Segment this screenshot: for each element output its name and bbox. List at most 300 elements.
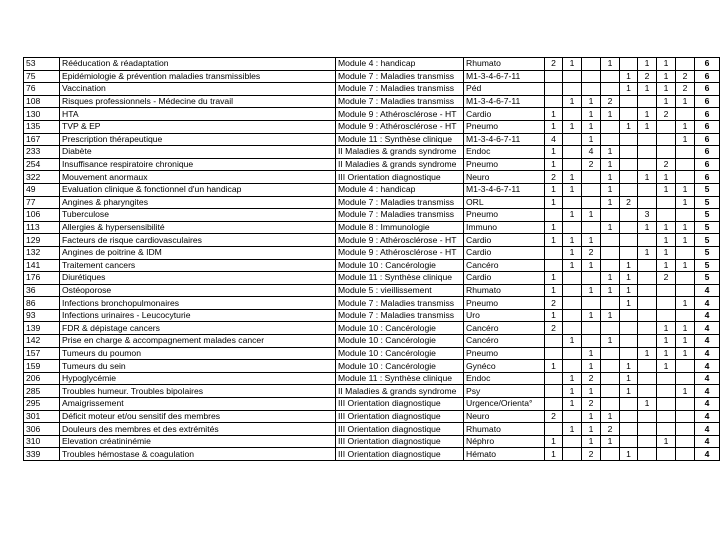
cell-count-1[interactable]: 4 xyxy=(545,133,563,146)
cell-total[interactable]: 6 xyxy=(695,133,720,146)
cell-total[interactable]: 6 xyxy=(695,108,720,121)
cell-specialty[interactable]: Immuno xyxy=(464,221,545,234)
cell-count-2[interactable]: 1 xyxy=(563,423,582,436)
cell-item-number[interactable]: 142 xyxy=(24,335,60,348)
cell-count-3[interactable]: 1 xyxy=(582,309,601,322)
cell-item-number[interactable]: 233 xyxy=(24,146,60,159)
cell-item-number[interactable]: 306 xyxy=(24,423,60,436)
cell-count-7[interactable] xyxy=(657,423,676,436)
cell-total[interactable]: 4 xyxy=(695,435,720,448)
cell-item-number[interactable]: 139 xyxy=(24,322,60,335)
cell-count-8[interactable]: 1 xyxy=(676,183,695,196)
cell-item-number[interactable]: 322 xyxy=(24,171,60,184)
cell-count-5[interactable] xyxy=(620,246,638,259)
cell-module[interactable]: Module 7 : Maladies transmiss xyxy=(336,196,464,209)
cell-count-7[interactable] xyxy=(657,284,676,297)
cell-total[interactable]: 6 xyxy=(695,83,720,96)
cell-count-6[interactable] xyxy=(638,234,657,247)
cell-count-7[interactable] xyxy=(657,410,676,423)
cell-specialty[interactable]: M1-3-4-6-7-11 xyxy=(464,70,545,83)
cell-count-2[interactable] xyxy=(563,309,582,322)
cell-count-7[interactable]: 2 xyxy=(657,158,676,171)
cell-count-3[interactable] xyxy=(582,297,601,310)
cell-count-4[interactable] xyxy=(601,322,620,335)
cell-count-4[interactable]: 1 xyxy=(601,58,620,71)
cell-item-title[interactable]: Allergies & hypersensibilité xyxy=(60,221,336,234)
cell-count-2[interactable] xyxy=(563,347,582,360)
cell-count-4[interactable]: 1 xyxy=(601,335,620,348)
cell-count-8[interactable]: 1 xyxy=(676,259,695,272)
cell-module[interactable]: Module 9 : Athérosclérose - HT xyxy=(336,120,464,133)
cell-total[interactable]: 6 xyxy=(695,120,720,133)
cell-count-4[interactable]: 1 xyxy=(601,183,620,196)
cell-total[interactable]: 5 xyxy=(695,183,720,196)
cell-count-3[interactable] xyxy=(582,58,601,71)
cell-item-title[interactable]: Risques professionnels - Médecine du travail xyxy=(60,95,336,108)
cell-count-4[interactable]: 1 xyxy=(601,108,620,121)
cell-count-4[interactable] xyxy=(601,246,620,259)
cell-count-5[interactable] xyxy=(620,309,638,322)
cell-count-4[interactable]: 1 xyxy=(601,410,620,423)
cell-count-5[interactable]: 1 xyxy=(620,83,638,96)
cell-item-title[interactable]: Elevation créatininémie xyxy=(60,435,336,448)
cell-count-8[interactable] xyxy=(676,410,695,423)
cell-item-number[interactable]: 167 xyxy=(24,133,60,146)
cell-count-2[interactable] xyxy=(563,133,582,146)
cell-count-1[interactable] xyxy=(545,70,563,83)
cell-total[interactable]: 5 xyxy=(695,196,720,209)
cell-specialty[interactable]: Pneumo xyxy=(464,209,545,222)
cell-count-1[interactable]: 1 xyxy=(545,183,563,196)
cell-count-7[interactable] xyxy=(657,448,676,461)
cell-count-5[interactable] xyxy=(620,410,638,423)
cell-item-number[interactable]: 113 xyxy=(24,221,60,234)
cell-count-7[interactable]: 1 xyxy=(657,171,676,184)
cell-count-8[interactable]: 1 xyxy=(676,120,695,133)
cell-count-8[interactable] xyxy=(676,284,695,297)
cell-count-1[interactable] xyxy=(545,209,563,222)
cell-module[interactable]: II Maladies & grands syndrome xyxy=(336,158,464,171)
cell-count-8[interactable]: 2 xyxy=(676,83,695,96)
cell-count-8[interactable] xyxy=(676,272,695,285)
cell-count-3[interactable]: 1 xyxy=(582,209,601,222)
cell-count-1[interactable]: 1 xyxy=(545,435,563,448)
cell-count-8[interactable] xyxy=(676,158,695,171)
cell-specialty[interactable]: Cardio xyxy=(464,108,545,121)
cell-item-title[interactable]: Douleurs des membres et des extrémités xyxy=(60,423,336,436)
cell-count-4[interactable] xyxy=(601,297,620,310)
cell-count-7[interactable]: 1 xyxy=(657,83,676,96)
cell-count-5[interactable]: 2 xyxy=(620,196,638,209)
cell-item-title[interactable]: Facteurs de risque cardiovasculaires xyxy=(60,234,336,247)
cell-module[interactable]: Module 7 : Maladies transmiss xyxy=(336,83,464,96)
cell-count-7[interactable]: 1 xyxy=(657,221,676,234)
cell-count-6[interactable] xyxy=(638,158,657,171)
cell-count-1[interactable]: 2 xyxy=(545,58,563,71)
cell-count-1[interactable] xyxy=(545,95,563,108)
cell-count-6[interactable] xyxy=(638,133,657,146)
cell-count-6[interactable] xyxy=(638,360,657,373)
cell-count-3[interactable] xyxy=(582,70,601,83)
cell-module[interactable]: Module 9 : Athérosclérose - HT xyxy=(336,246,464,259)
cell-specialty[interactable]: Rhumato xyxy=(464,284,545,297)
cell-item-number[interactable]: 106 xyxy=(24,209,60,222)
cell-count-5[interactable] xyxy=(620,423,638,436)
cell-specialty[interactable]: ORL xyxy=(464,196,545,209)
cell-item-title[interactable]: Troubles humeur. Troubles bipolaires xyxy=(60,385,336,398)
cell-count-5[interactable]: 1 xyxy=(620,448,638,461)
cell-item-number[interactable]: 301 xyxy=(24,410,60,423)
cell-specialty[interactable]: Neuro xyxy=(464,171,545,184)
cell-count-8[interactable] xyxy=(676,108,695,121)
cell-count-8[interactable]: 1 xyxy=(676,297,695,310)
cell-count-6[interactable]: 1 xyxy=(638,58,657,71)
cell-count-5[interactable]: 1 xyxy=(620,297,638,310)
cell-count-1[interactable] xyxy=(545,347,563,360)
cell-count-6[interactable] xyxy=(638,146,657,159)
cell-item-title[interactable]: Infections bronchopulmonaires xyxy=(60,297,336,310)
cell-count-2[interactable]: 1 xyxy=(563,335,582,348)
cell-count-4[interactable] xyxy=(601,360,620,373)
cell-item-title[interactable]: Ostéoporose xyxy=(60,284,336,297)
cell-count-7[interactable] xyxy=(657,372,676,385)
cell-specialty[interactable]: M1-3-4-6-7-11 xyxy=(464,95,545,108)
cell-count-5[interactable]: 1 xyxy=(620,272,638,285)
cell-count-2[interactable]: 1 xyxy=(563,95,582,108)
cell-count-7[interactable] xyxy=(657,196,676,209)
cell-item-title[interactable]: FDR & dépistage cancers xyxy=(60,322,336,335)
cell-module[interactable]: Module 10 : Cancérologie xyxy=(336,347,464,360)
cell-count-8[interactable] xyxy=(676,58,695,71)
cell-count-8[interactable]: 1 xyxy=(676,95,695,108)
cell-count-1[interactable] xyxy=(545,246,563,259)
cell-specialty[interactable]: Rhumato xyxy=(464,423,545,436)
cell-count-4[interactable] xyxy=(601,133,620,146)
cell-count-6[interactable] xyxy=(638,410,657,423)
cell-count-1[interactable]: 2 xyxy=(545,171,563,184)
cell-module[interactable]: Module 10 : Cancérologie xyxy=(336,259,464,272)
cell-count-7[interactable]: 1 xyxy=(657,58,676,71)
cell-count-1[interactable]: 2 xyxy=(545,297,563,310)
cell-count-4[interactable] xyxy=(601,259,620,272)
cell-item-number[interactable]: 129 xyxy=(24,234,60,247)
cell-count-7[interactable] xyxy=(657,398,676,411)
cell-count-7[interactable]: 1 xyxy=(657,234,676,247)
cell-count-1[interactable]: 1 xyxy=(545,120,563,133)
cell-count-1[interactable] xyxy=(545,335,563,348)
cell-count-2[interactable] xyxy=(563,448,582,461)
cell-count-3[interactable]: 1 xyxy=(582,435,601,448)
cell-item-title[interactable]: Mouvement anormaux xyxy=(60,171,336,184)
cell-total[interactable]: 4 xyxy=(695,385,720,398)
cell-count-1[interactable] xyxy=(545,372,563,385)
cell-count-7[interactable]: 1 xyxy=(657,322,676,335)
cell-specialty[interactable]: Hémato xyxy=(464,448,545,461)
cell-module[interactable]: Module 8 : Immunologie xyxy=(336,221,464,234)
cell-module[interactable]: Module 9 : Athérosclérose - HT xyxy=(336,108,464,121)
cell-item-title[interactable]: Angines de poitrine & IDM xyxy=(60,246,336,259)
cell-specialty[interactable]: Néphro xyxy=(464,435,545,448)
cell-count-3[interactable]: 1 xyxy=(582,284,601,297)
cell-module[interactable]: II Maladies & grands syndrome xyxy=(336,146,464,159)
cell-item-number[interactable]: 295 xyxy=(24,398,60,411)
cell-item-title[interactable]: Rééducation & réadaptation xyxy=(60,58,336,71)
cell-count-6[interactable] xyxy=(638,196,657,209)
cell-count-7[interactable]: 1 xyxy=(657,259,676,272)
cell-module[interactable]: II Maladies & grands syndrome xyxy=(336,385,464,398)
cell-count-2[interactable]: 1 xyxy=(563,398,582,411)
cell-total[interactable]: 6 xyxy=(695,95,720,108)
cell-module[interactable]: III Orientation diagnostique xyxy=(336,423,464,436)
cell-count-1[interactable] xyxy=(545,398,563,411)
cell-specialty[interactable]: Cancéro xyxy=(464,335,545,348)
cell-count-3[interactable] xyxy=(582,272,601,285)
cell-count-5[interactable] xyxy=(620,95,638,108)
cell-count-5[interactable] xyxy=(620,335,638,348)
cell-count-5[interactable] xyxy=(620,133,638,146)
cell-count-2[interactable] xyxy=(563,272,582,285)
cell-count-2[interactable]: 1 xyxy=(563,58,582,71)
cell-count-4[interactable]: 2 xyxy=(601,423,620,436)
cell-count-3[interactable] xyxy=(582,196,601,209)
cell-count-1[interactable]: 1 xyxy=(545,146,563,159)
cell-total[interactable]: 6 xyxy=(695,158,720,171)
cell-count-2[interactable] xyxy=(563,70,582,83)
cell-item-number[interactable]: 157 xyxy=(24,347,60,360)
cell-count-5[interactable]: 1 xyxy=(620,70,638,83)
cell-count-4[interactable] xyxy=(601,209,620,222)
cell-module[interactable]: Module 4 : handicap xyxy=(336,58,464,71)
cell-count-8[interactable]: 1 xyxy=(676,322,695,335)
cell-module[interactable]: Module 10 : Cancérologie xyxy=(336,335,464,348)
cell-count-4[interactable] xyxy=(601,234,620,247)
cell-count-7[interactable] xyxy=(657,120,676,133)
cell-item-number[interactable]: 159 xyxy=(24,360,60,373)
cell-count-5[interactable] xyxy=(620,209,638,222)
cell-count-3[interactable]: 1 xyxy=(582,108,601,121)
cell-count-8[interactable] xyxy=(676,423,695,436)
cell-count-2[interactable]: 1 xyxy=(563,372,582,385)
cell-total[interactable]: 5 xyxy=(695,221,720,234)
cell-count-3[interactable]: 1 xyxy=(582,360,601,373)
cell-item-number[interactable]: 77 xyxy=(24,196,60,209)
cell-item-title[interactable]: Evaluation clinique & fonctionnel d'un handicap xyxy=(60,183,336,196)
cell-specialty[interactable]: Pneumo xyxy=(464,120,545,133)
cell-count-5[interactable]: 1 xyxy=(620,372,638,385)
cell-count-6[interactable] xyxy=(638,372,657,385)
cell-count-1[interactable]: 1 xyxy=(545,234,563,247)
cell-total[interactable]: 4 xyxy=(695,360,720,373)
cell-count-3[interactable]: 2 xyxy=(582,372,601,385)
cell-module[interactable]: III Orientation diagnostique xyxy=(336,435,464,448)
cell-item-title[interactable]: Prescription thérapeutique xyxy=(60,133,336,146)
cell-item-title[interactable]: Infections urinaires - Leucocyturie xyxy=(60,309,336,322)
cell-count-3[interactable]: 4 xyxy=(582,146,601,159)
cell-count-4[interactable] xyxy=(601,385,620,398)
cell-count-3[interactable]: 1 xyxy=(582,259,601,272)
cell-item-title[interactable]: Troubles hémostase & coagulation xyxy=(60,448,336,461)
cell-count-1[interactable]: 1 xyxy=(545,108,563,121)
cell-count-1[interactable] xyxy=(545,423,563,436)
cell-count-5[interactable] xyxy=(620,221,638,234)
cell-item-title[interactable]: Traitement cancers xyxy=(60,259,336,272)
cell-item-title[interactable]: Déficit moteur et/ou sensitif des membres xyxy=(60,410,336,423)
cell-specialty[interactable]: Neuro xyxy=(464,410,545,423)
cell-count-6[interactable] xyxy=(638,297,657,310)
cell-count-8[interactable]: 1 xyxy=(676,133,695,146)
cell-total[interactable]: 4 xyxy=(695,410,720,423)
cell-item-number[interactable]: 49 xyxy=(24,183,60,196)
cell-count-8[interactable] xyxy=(676,372,695,385)
cell-total[interactable]: 6 xyxy=(695,58,720,71)
cell-count-3[interactable]: 1 xyxy=(582,347,601,360)
cell-count-4[interactable]: 1 xyxy=(601,196,620,209)
cell-count-2[interactable] xyxy=(563,410,582,423)
cell-count-3[interactable] xyxy=(582,335,601,348)
cell-specialty[interactable]: Psy xyxy=(464,385,545,398)
cell-count-5[interactable] xyxy=(620,435,638,448)
cell-count-4[interactable] xyxy=(601,70,620,83)
cell-count-6[interactable] xyxy=(638,335,657,348)
cell-total[interactable]: 6 xyxy=(695,171,720,184)
cell-count-7[interactable] xyxy=(657,297,676,310)
cell-count-8[interactable]: 1 xyxy=(676,335,695,348)
cell-count-8[interactable] xyxy=(676,146,695,159)
cell-count-1[interactable]: 2 xyxy=(545,322,563,335)
cell-count-2[interactable]: 1 xyxy=(563,120,582,133)
cell-count-2[interactable]: 1 xyxy=(563,385,582,398)
cell-count-6[interactable]: 1 xyxy=(638,246,657,259)
cell-count-1[interactable]: 2 xyxy=(545,410,563,423)
cell-item-number[interactable]: 130 xyxy=(24,108,60,121)
cell-count-7[interactable]: 2 xyxy=(657,272,676,285)
cell-count-1[interactable] xyxy=(545,259,563,272)
cell-count-7[interactable]: 1 xyxy=(657,70,676,83)
cell-count-2[interactable]: 1 xyxy=(563,259,582,272)
cell-count-7[interactable]: 1 xyxy=(657,360,676,373)
cell-item-title[interactable]: Tumeurs du poumon xyxy=(60,347,336,360)
cell-count-8[interactable] xyxy=(676,360,695,373)
cell-module[interactable]: Module 11 : Synthèse clinique xyxy=(336,272,464,285)
cell-count-5[interactable] xyxy=(620,347,638,360)
cell-specialty[interactable]: Cardio xyxy=(464,234,545,247)
cell-total[interactable]: 4 xyxy=(695,309,720,322)
cell-count-4[interactable]: 1 xyxy=(601,435,620,448)
cell-item-number[interactable]: 93 xyxy=(24,309,60,322)
cell-count-8[interactable] xyxy=(676,209,695,222)
cell-module[interactable]: Module 7 : Maladies transmiss xyxy=(336,297,464,310)
cell-count-8[interactable] xyxy=(676,309,695,322)
cell-count-7[interactable]: 1 xyxy=(657,183,676,196)
cell-count-3[interactable]: 2 xyxy=(582,398,601,411)
cell-module[interactable]: Module 9 : Athérosclérose - HT xyxy=(336,234,464,247)
cell-total[interactable]: 5 xyxy=(695,246,720,259)
cell-count-7[interactable]: 1 xyxy=(657,95,676,108)
cell-module[interactable]: Module 10 : Cancérologie xyxy=(336,360,464,373)
cell-count-2[interactable] xyxy=(563,158,582,171)
cell-specialty[interactable]: M1-3-4-6-7-11 xyxy=(464,183,545,196)
cell-count-3[interactable]: 1 xyxy=(582,133,601,146)
cell-item-number[interactable]: 141 xyxy=(24,259,60,272)
cell-total[interactable]: 4 xyxy=(695,322,720,335)
cell-count-2[interactable] xyxy=(563,435,582,448)
cell-count-5[interactable]: 1 xyxy=(620,259,638,272)
cell-count-6[interactable] xyxy=(638,423,657,436)
cell-count-6[interactable] xyxy=(638,284,657,297)
cell-item-number[interactable]: 285 xyxy=(24,385,60,398)
cell-count-3[interactable]: 1 xyxy=(582,410,601,423)
cell-count-6[interactable]: 1 xyxy=(638,108,657,121)
cell-count-4[interactable]: 1 xyxy=(601,284,620,297)
cell-total[interactable]: 5 xyxy=(695,234,720,247)
cell-item-title[interactable]: Tumeurs du sein xyxy=(60,360,336,373)
cell-count-3[interactable]: 1 xyxy=(582,234,601,247)
cell-module[interactable]: III Orientation diagnostique xyxy=(336,448,464,461)
cell-count-6[interactable]: 2 xyxy=(638,70,657,83)
cell-count-5[interactable] xyxy=(620,398,638,411)
cell-specialty[interactable]: Cancéro xyxy=(464,259,545,272)
cell-count-1[interactable] xyxy=(545,83,563,96)
cell-count-7[interactable]: 2 xyxy=(657,108,676,121)
cell-item-number[interactable]: 132 xyxy=(24,246,60,259)
cell-count-2[interactable]: 1 xyxy=(563,183,582,196)
cell-count-6[interactable] xyxy=(638,322,657,335)
cell-specialty[interactable]: Endoc xyxy=(464,146,545,159)
cell-item-number[interactable]: 76 xyxy=(24,83,60,96)
cell-total[interactable]: 4 xyxy=(695,398,720,411)
cell-total[interactable]: 5 xyxy=(695,272,720,285)
cell-count-1[interactable] xyxy=(545,385,563,398)
cell-count-3[interactable]: 1 xyxy=(582,423,601,436)
cell-count-3[interactable]: 1 xyxy=(582,120,601,133)
cell-count-4[interactable] xyxy=(601,372,620,385)
cell-count-2[interactable] xyxy=(563,221,582,234)
cell-count-2[interactable] xyxy=(563,108,582,121)
cell-specialty[interactable]: Cardio xyxy=(464,246,545,259)
cell-item-number[interactable]: 310 xyxy=(24,435,60,448)
cell-count-3[interactable] xyxy=(582,221,601,234)
cell-count-3[interactable] xyxy=(582,83,601,96)
cell-item-title[interactable]: Angines & pharyngites xyxy=(60,196,336,209)
cell-module[interactable]: Module 4 : handicap xyxy=(336,183,464,196)
cell-total[interactable]: 4 xyxy=(695,448,720,461)
cell-count-6[interactable]: 1 xyxy=(638,221,657,234)
cell-count-6[interactable]: 1 xyxy=(638,83,657,96)
cell-count-2[interactable] xyxy=(563,83,582,96)
cell-item-number[interactable]: 36 xyxy=(24,284,60,297)
cell-count-8[interactable]: 1 xyxy=(676,196,695,209)
cell-count-2[interactable]: 1 xyxy=(563,234,582,247)
cell-item-title[interactable]: Epidémiologie & prévention maladies transmissibles xyxy=(60,70,336,83)
cell-count-6[interactable]: 1 xyxy=(638,171,657,184)
cell-count-5[interactable] xyxy=(620,108,638,121)
cell-item-title[interactable]: TVP & EP xyxy=(60,120,336,133)
cell-module[interactable]: Module 7 : Maladies transmiss xyxy=(336,95,464,108)
cell-count-6[interactable]: 3 xyxy=(638,209,657,222)
cell-count-8[interactable]: 1 xyxy=(676,385,695,398)
cell-count-8[interactable] xyxy=(676,435,695,448)
cell-count-2[interactable] xyxy=(563,360,582,373)
cell-count-4[interactable]: 1 xyxy=(601,221,620,234)
cell-count-6[interactable] xyxy=(638,259,657,272)
cell-count-4[interactable] xyxy=(601,347,620,360)
cell-count-1[interactable]: 1 xyxy=(545,448,563,461)
cell-count-5[interactable] xyxy=(620,146,638,159)
cell-count-1[interactable]: 1 xyxy=(545,309,563,322)
cell-total[interactable]: 5 xyxy=(695,209,720,222)
cell-item-title[interactable]: HTA xyxy=(60,108,336,121)
cell-count-5[interactable]: 1 xyxy=(620,120,638,133)
